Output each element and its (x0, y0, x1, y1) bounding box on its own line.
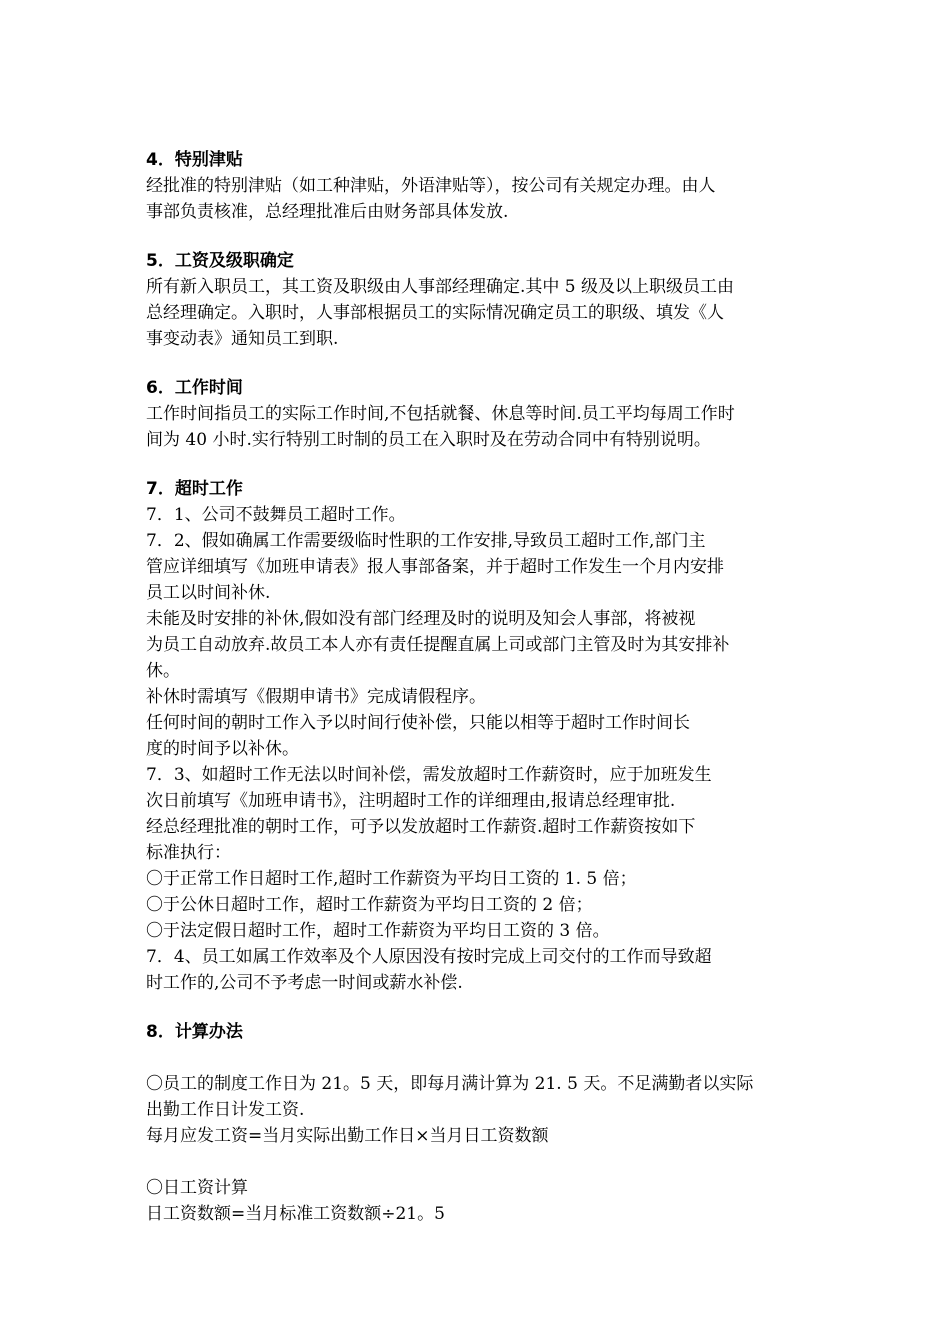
text-line: 7．2、假如确属工作需要级临时性职的工作安排,导致员工超时工作,部门主 (146, 531, 706, 551)
section-paragraph (146, 502, 810, 996)
section-heading: 5．工资及级职确定 (146, 251, 294, 271)
text-line: 未能及时安排的补休,假如没有部门经理及时的说明及知会人事部，将被视 (146, 609, 696, 629)
text-line: 经总经理批准的朝时工作，可予以发放超时工作薪资.超时工作薪资按如下 (146, 817, 696, 837)
text-line: 事部负责核准，总经理批准后由财务部具体发放. (146, 202, 509, 222)
text-line: 7．4、员工如属工作效率及个人原因没有按时完成上司交付的工作而导致超 (146, 947, 712, 967)
text-line: 管应详细填写《加班申请表》报人事部备案，并于超时工作发生一个月内安排 (146, 557, 724, 577)
text-line: 度的时间予以补休。 (146, 739, 299, 759)
section-heading: 7．超时工作 (146, 479, 243, 499)
text-line: 7．1、公司不鼓舞员工超时工作。 (146, 505, 406, 525)
section-heading: 8．计算办法 (146, 1022, 243, 1042)
section-paragraph (146, 1045, 810, 1227)
text-line: 次日前填写《加班申请书》，注明超时工作的详细理由,报请总经理审批. (146, 791, 676, 811)
section-paragraph (146, 401, 810, 453)
text-line: 7．3、如超时工作无法以时间补偿，需发放超时工作薪资时，应于加班发生 (146, 765, 712, 785)
text-line: 工作时间指员工的实际工作时间,不包括就餐、休息等时间.员工平均每周工作时 (146, 404, 735, 424)
section-spacer (146, 225, 810, 248)
blank-line (146, 1149, 810, 1175)
document-body (146, 147, 810, 1227)
section-calculation (146, 1019, 810, 1227)
list-item: 〇于公休日超时工作，超时工作薪资为平均日工资的 2 倍； (146, 895, 593, 915)
section-spacer (146, 352, 810, 375)
formula-line: 日工资数额=当月标准工资数额÷21。5 (146, 1204, 445, 1224)
text-line: 总经理确定。入职时，人事部根据员工的实际情况确定员工的职级、填发《人 (146, 303, 724, 323)
list-item: 〇员工的制度工作日为 21。5 天，即每月满计算为 21. 5 天。不足满勤者以实际 (146, 1074, 754, 1094)
text-line: 所有新入职员工，其工资及职级由人事部经理确定.其中 5 级及以上职级员工由 (146, 277, 735, 297)
text-line: 为员工自动放弃.故员工本人亦有责任提醒直属上司或部门主管及时为其安排补 (146, 635, 730, 655)
text-line: 任何时间的朝时工作入予以时间行使补偿，只能以相等于超时工作时间长 (146, 713, 690, 733)
section-special-allowance (146, 147, 810, 225)
section-spacer (146, 996, 810, 1019)
list-item: 〇日工资计算 (146, 1178, 248, 1198)
list-item: 〇于正常工作日超时工作,超时工作薪资为平均日工资的 1. 5 倍； (146, 869, 637, 889)
section-heading: 6．工作时间 (146, 378, 243, 398)
text-line: 经批准的特别津贴（如工种津贴，外语津贴等），按公司有关规定办理。由人 (146, 176, 716, 196)
text-line: 事变动表》通知员工到职. (146, 329, 339, 349)
formula-line: 每月应发工资=当月实际出勤工作日×当月日工资数额 (146, 1126, 549, 1146)
text-line: 间为 40 小时.实行特别工时制的员工在入职时及在劳动合同中有特别说明。 (146, 430, 711, 450)
list-item: 〇于法定假日超时工作，超时工作薪资为平均日工资的 3 倍。 (146, 921, 610, 941)
text-line: 出勤工作日计发工资. (146, 1100, 305, 1120)
text-line: 补休时需填写《假期申请书》完成请假程序。 (146, 687, 486, 707)
text-line: 员工以时间补休. (146, 583, 271, 603)
text-line: 时工作的,公司不予考虑一时间或薪水补偿. (146, 973, 463, 993)
section-work-hours (146, 375, 810, 453)
blank-line (146, 1045, 810, 1071)
section-paragraph (146, 274, 810, 352)
section-heading: 4．特别津贴 (146, 150, 243, 170)
section-salary-grade (146, 248, 810, 352)
text-line: 标准执行： (146, 843, 231, 863)
section-spacer (146, 453, 810, 476)
text-line: 休。 (146, 661, 180, 681)
section-paragraph (146, 173, 810, 225)
section-overtime (146, 476, 810, 996)
